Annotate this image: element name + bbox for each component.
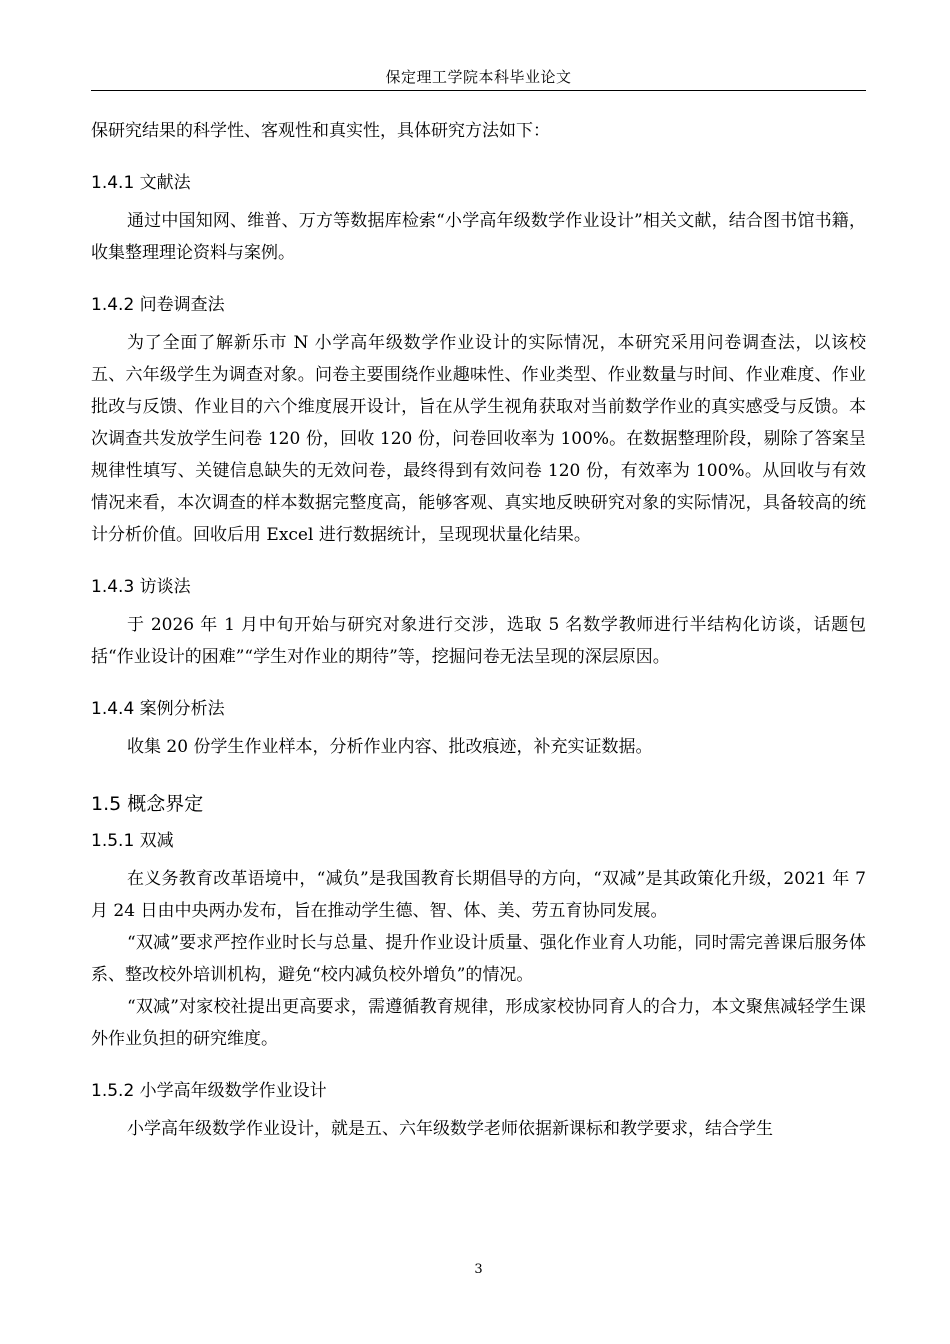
section-1-4-3-paragraph: 于 2026 年 1 月中旬开始与研究对象进行交涉，选取 5 名数学教师进行半结构化访谈，话题包括“作业设计的困难”“学生对作业的期待”等，挖掘问卷无法呈现的深层原因。 [91,615,866,667]
intro-paragraph: 保研究结果的科学性、客观性和真实性，具体研究方法如下： [91,121,550,141]
section-1-4-1-paragraph: 通过中国知网、维普、万方等数据库检索“小学高年级数学作业设计”相关文献，结合图书馆书籍，收集整理理论资料与案例。 [91,211,866,263]
section-1-5-1-paragraph-2: “双减”要求严控作业时长与总量、提升作业设计质量、强化作业育人功能，同时需完善课后服务体系、整改校外培训机构，避免“校内减负校外增负”的情况。 [91,933,866,985]
page-content [91,115,866,1145]
section-1-5-1-heading: 1.5.1 双减 [91,831,174,851]
section-1-4-1-heading: 1.4.1 文献法 [91,173,191,193]
section-1-5-2-heading: 1.5.2 小学高年级数学作业设计 [91,1081,327,1101]
section-1-5-1-paragraph-1: 在义务教育改革语境中，“减负”是我国教育长期倡导的方向，“双减”是其政策化升级，2021 年 7 月 24 日由中央两办发布，旨在推动学生德、智、体、美、劳五育协同发展。 [91,869,866,921]
section-1-5-heading: 1.5 概念界定 [91,793,204,815]
section-1-4-3-heading: 1.4.3 访谈法 [91,577,191,597]
section-1-5-2-paragraph: 小学高年级数学作业设计，就是五、六年级数学老师依据新课标和教学要求，结合学生 [127,1119,773,1139]
section-1-4-2-heading: 1.4.2 问卷调查法 [91,295,225,315]
section-1-4-4-heading: 1.4.4 案例分析法 [91,699,225,719]
header-rule [91,90,866,91]
section-1-5-1-paragraph-3: “双减”对家校社提出更高要求，需遵循教育规律，形成家校协同育人的合力，本文聚焦减轻学生课外作业负担的研究维度。 [91,997,866,1049]
section-1-4-2-paragraph: 为了全面了解新乐市 N 小学高年级数学作业设计的实际情况，本研究采用问卷调查法，以该校五、六年级学生为调查对象。问卷主要围绕作业趣味性、作业类型、作业数量与时间、作业难度、作业批改与反馈、作业目的六个维度展开设计，旨在从学生视角获取对当前数学作业的真实感受与反馈。本次调查共发放学生问卷 120 份，回收 120 份，问卷回收率为 100%。在数据整理阶段，剔除了答案呈规律性填写、关键信息缺失的无效问卷，最终得到有效问卷 120 份，有效率为 100%。从回收与有效情况来看，本次调查的样本数据完整度高，能够客观、真实地反映研究对象的实际情况，具备较高的统计分析价值。回收后用 Excel 进行数据统计，呈现现状量化结果。 [91,333,866,545]
page-number: 3 [474,1262,483,1277]
section-1-4-4-paragraph: 收集 20 份学生作业样本，分析作业内容、批改痕迹，补充实证数据。 [127,737,653,757]
running-header: 保定理工学院本科毕业论文 [385,68,572,86]
